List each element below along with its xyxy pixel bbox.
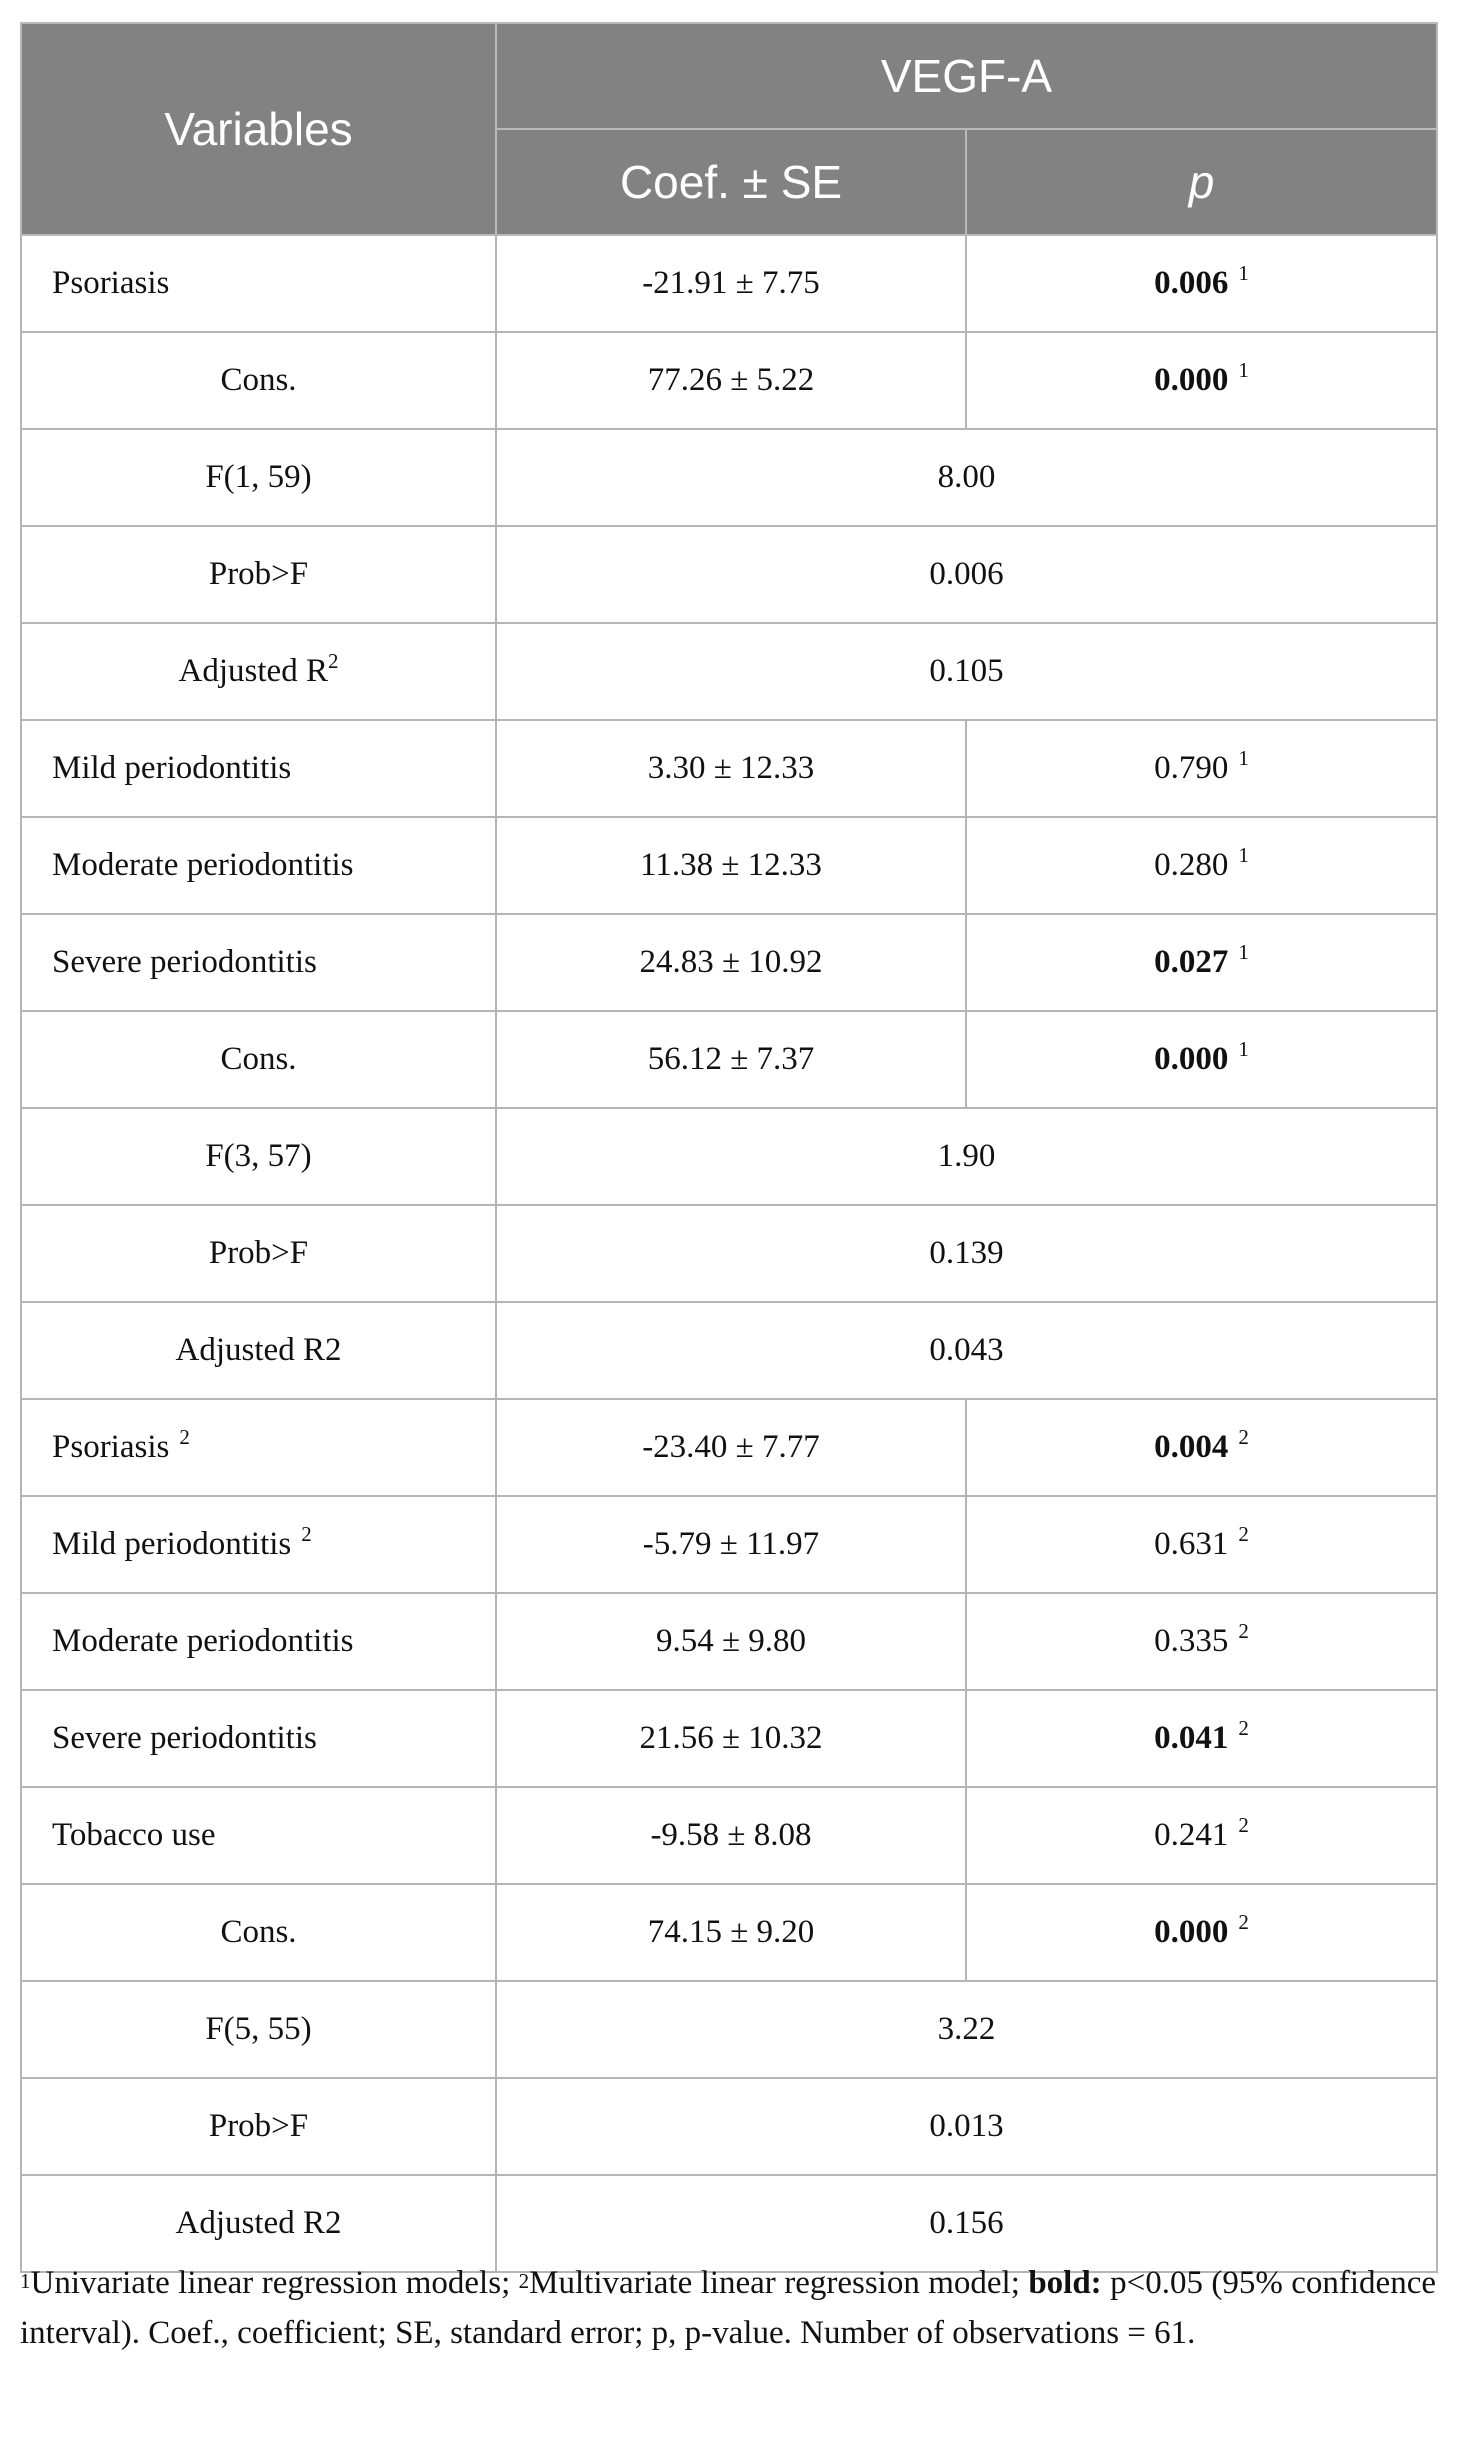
p-value-superscript: 2 xyxy=(1238,1619,1249,1643)
variable-cell xyxy=(21,1399,496,1496)
variable-cell xyxy=(21,1011,496,1108)
p-value-cell xyxy=(966,1787,1437,1884)
p-value-significant: 0.000 xyxy=(1154,1041,1229,1077)
p-value-cell xyxy=(966,914,1437,1011)
variable-label-superscript: 2 xyxy=(301,1522,312,1546)
variable-label: Tobacco use xyxy=(52,1817,216,1853)
p-value-significant: 0.000 xyxy=(1154,1914,1229,1950)
variable-cell xyxy=(21,526,496,623)
p-value: 0.335 xyxy=(1154,1623,1229,1659)
p-value-significant: 0.000 xyxy=(1154,362,1229,398)
stat-row xyxy=(21,526,1437,623)
p-value: 0.631 xyxy=(1154,1526,1229,1562)
stat-row xyxy=(21,1205,1437,1302)
table-row xyxy=(21,914,1437,1011)
header-p-value: p xyxy=(966,129,1437,235)
footnote-marker-1: 1 xyxy=(20,2269,31,2293)
stat-value-cell: 0.105 xyxy=(496,623,1437,720)
header-variables: Variables xyxy=(21,23,496,235)
p-value-significant: 0.006 xyxy=(1154,265,1229,301)
variable-cell xyxy=(21,235,496,332)
variable-label: Adjusted R2 xyxy=(175,1332,342,1368)
variable-label: Prob>F xyxy=(208,556,309,592)
stat-value-cell: 0.139 xyxy=(496,1205,1437,1302)
p-value-superscript: 1 xyxy=(1238,261,1249,285)
variable-cell xyxy=(21,1787,496,1884)
coef-se-cell: -21.91 ± 7.75 xyxy=(496,235,966,332)
footnote-marker-2: 2 xyxy=(518,2269,530,2293)
p-value-superscript: 1 xyxy=(1238,358,1249,382)
table-row xyxy=(21,1884,1437,1981)
variable-cell xyxy=(21,1205,496,1302)
footnote-bold-label: bold: xyxy=(1028,2265,1102,2301)
p-value-superscript: 1 xyxy=(1238,1037,1249,1061)
variable-label-superscript: 2 xyxy=(327,649,339,673)
p-value-cell xyxy=(966,235,1437,332)
footnote-text-univariate: Univariate linear regression models; xyxy=(30,2265,519,2301)
p-value-superscript: 2 xyxy=(1238,1910,1249,1934)
stat-value-cell: 0.156 xyxy=(496,2175,1437,2272)
footnote-text-notes: p<0.05 (95% confidence interval). Coef., coefficient; SE, standard error; p, p-value. Number of observations = 61. xyxy=(20,2265,1436,2351)
coef-se-cell: 9.54 ± 9.80 xyxy=(496,1593,966,1690)
p-value-superscript: 2 xyxy=(1238,1716,1249,1740)
coef-se-cell: 3.30 ± 12.33 xyxy=(496,720,966,817)
variable-cell xyxy=(21,720,496,817)
coef-se-cell: -5.79 ± 11.97 xyxy=(496,1496,966,1593)
p-value-cell xyxy=(966,1496,1437,1593)
table-row xyxy=(21,1787,1437,1884)
variable-cell xyxy=(21,1981,496,2078)
stat-row xyxy=(21,1981,1437,2078)
p-value-superscript: 1 xyxy=(1238,746,1249,770)
coef-se-cell: 77.26 ± 5.22 xyxy=(496,332,966,429)
stat-value-cell: 8.00 xyxy=(496,429,1437,526)
p-value: 0.241 xyxy=(1154,1817,1229,1853)
header-coef-se: Coef. ± SE xyxy=(496,129,966,235)
footnote-text-multivariate: Multivariate linear regression model; xyxy=(529,2265,1029,2301)
variable-cell xyxy=(21,2078,496,2175)
variable-cell xyxy=(21,1690,496,1787)
variable-label: Severe periodontitis xyxy=(52,1720,317,1756)
variable-label: Cons. xyxy=(220,362,297,398)
coef-se-cell: 21.56 ± 10.32 xyxy=(496,1690,966,1787)
p-value-significant: 0.004 xyxy=(1154,1429,1229,1465)
p-value: 0.280 xyxy=(1154,847,1229,883)
stat-row xyxy=(21,429,1437,526)
coef-se-cell: 56.12 ± 7.37 xyxy=(496,1011,966,1108)
p-value-superscript: 2 xyxy=(1238,1425,1249,1449)
variable-label: Adjusted R2 xyxy=(175,2205,342,2241)
coef-se-cell: 74.15 ± 9.20 xyxy=(496,1884,966,1981)
variable-label: Mild periodontitis xyxy=(52,750,292,786)
coef-se-cell: -9.58 ± 8.08 xyxy=(496,1787,966,1884)
table-row xyxy=(21,1011,1437,1108)
coef-se-cell: 24.83 ± 10.92 xyxy=(496,914,966,1011)
p-value-superscript: 2 xyxy=(1238,1522,1249,1546)
table-row xyxy=(21,817,1437,914)
table-row xyxy=(21,1496,1437,1593)
stat-value-cell: 0.043 xyxy=(496,1302,1437,1399)
stat-value-cell: 1.90 xyxy=(496,1108,1437,1205)
variable-label: Mild periodontitis xyxy=(52,1526,292,1562)
regression-table xyxy=(20,22,1438,2273)
stat-value-cell: 0.006 xyxy=(496,526,1437,623)
variable-cell xyxy=(21,1496,496,1593)
stat-value-cell: 3.22 xyxy=(496,1981,1437,2078)
variable-label: Cons. xyxy=(220,1914,297,1950)
p-value: 0.790 xyxy=(1154,750,1229,786)
header-vegf-a: VEGF-A xyxy=(496,23,1437,129)
coef-se-cell: -23.40 ± 7.77 xyxy=(496,1399,966,1496)
table-header xyxy=(21,23,1437,235)
variable-cell xyxy=(21,914,496,1011)
table-row xyxy=(21,332,1437,429)
variable-label: Severe periodontitis xyxy=(52,944,317,980)
table-row xyxy=(21,1690,1437,1787)
p-value-cell xyxy=(966,1690,1437,1787)
variable-label: Prob>F xyxy=(208,2108,309,2144)
variable-label: Cons. xyxy=(220,1041,297,1077)
variable-label: Moderate periodontitis xyxy=(52,847,354,883)
p-value-superscript: 1 xyxy=(1238,940,1249,964)
table-row xyxy=(21,1593,1437,1690)
p-value-cell xyxy=(966,1399,1437,1496)
variable-cell xyxy=(21,332,496,429)
stat-row xyxy=(21,1108,1437,1205)
variable-label: Psoriasis xyxy=(52,1429,170,1465)
variable-cell xyxy=(21,1108,496,1205)
variable-cell xyxy=(21,623,496,720)
stat-row xyxy=(21,623,1437,720)
variable-label: Moderate periodontitis xyxy=(52,1623,354,1659)
p-value-cell xyxy=(966,1593,1437,1690)
variable-label: F(3, 57) xyxy=(205,1138,312,1174)
p-value-significant: 0.027 xyxy=(1154,944,1229,980)
variable-cell xyxy=(21,817,496,914)
stat-value-cell: 0.013 xyxy=(496,2078,1437,2175)
table-body xyxy=(21,235,1437,2272)
regression-table-container xyxy=(20,22,1436,2273)
p-value-significant: 0.041 xyxy=(1154,1720,1229,1756)
p-value-cell xyxy=(966,1884,1437,1981)
stat-row xyxy=(21,2078,1437,2175)
coef-se-cell: 11.38 ± 12.33 xyxy=(496,817,966,914)
table-row xyxy=(21,1399,1437,1496)
variable-label: Prob>F xyxy=(208,1235,309,1271)
variable-label: F(5, 55) xyxy=(205,2011,312,2047)
variable-label: Psoriasis xyxy=(52,265,170,301)
table-footnote xyxy=(20,2258,1436,2358)
table-row xyxy=(21,720,1437,817)
variable-cell xyxy=(21,1884,496,1981)
table-row xyxy=(21,235,1437,332)
variable-cell xyxy=(21,1593,496,1690)
p-value-cell xyxy=(966,720,1437,817)
p-value-cell xyxy=(966,332,1437,429)
variable-label: Adjusted R xyxy=(178,653,328,689)
variable-cell xyxy=(21,1302,496,1399)
variable-cell xyxy=(21,429,496,526)
stat-row xyxy=(21,1302,1437,1399)
header-row-group xyxy=(21,23,1437,129)
variable-label: F(1, 59) xyxy=(205,459,312,495)
p-value-cell xyxy=(966,817,1437,914)
p-value-superscript: 1 xyxy=(1238,843,1249,867)
p-value-superscript: 2 xyxy=(1238,1813,1249,1837)
p-value-cell xyxy=(966,1011,1437,1108)
variable-label-superscript: 2 xyxy=(179,1425,190,1449)
